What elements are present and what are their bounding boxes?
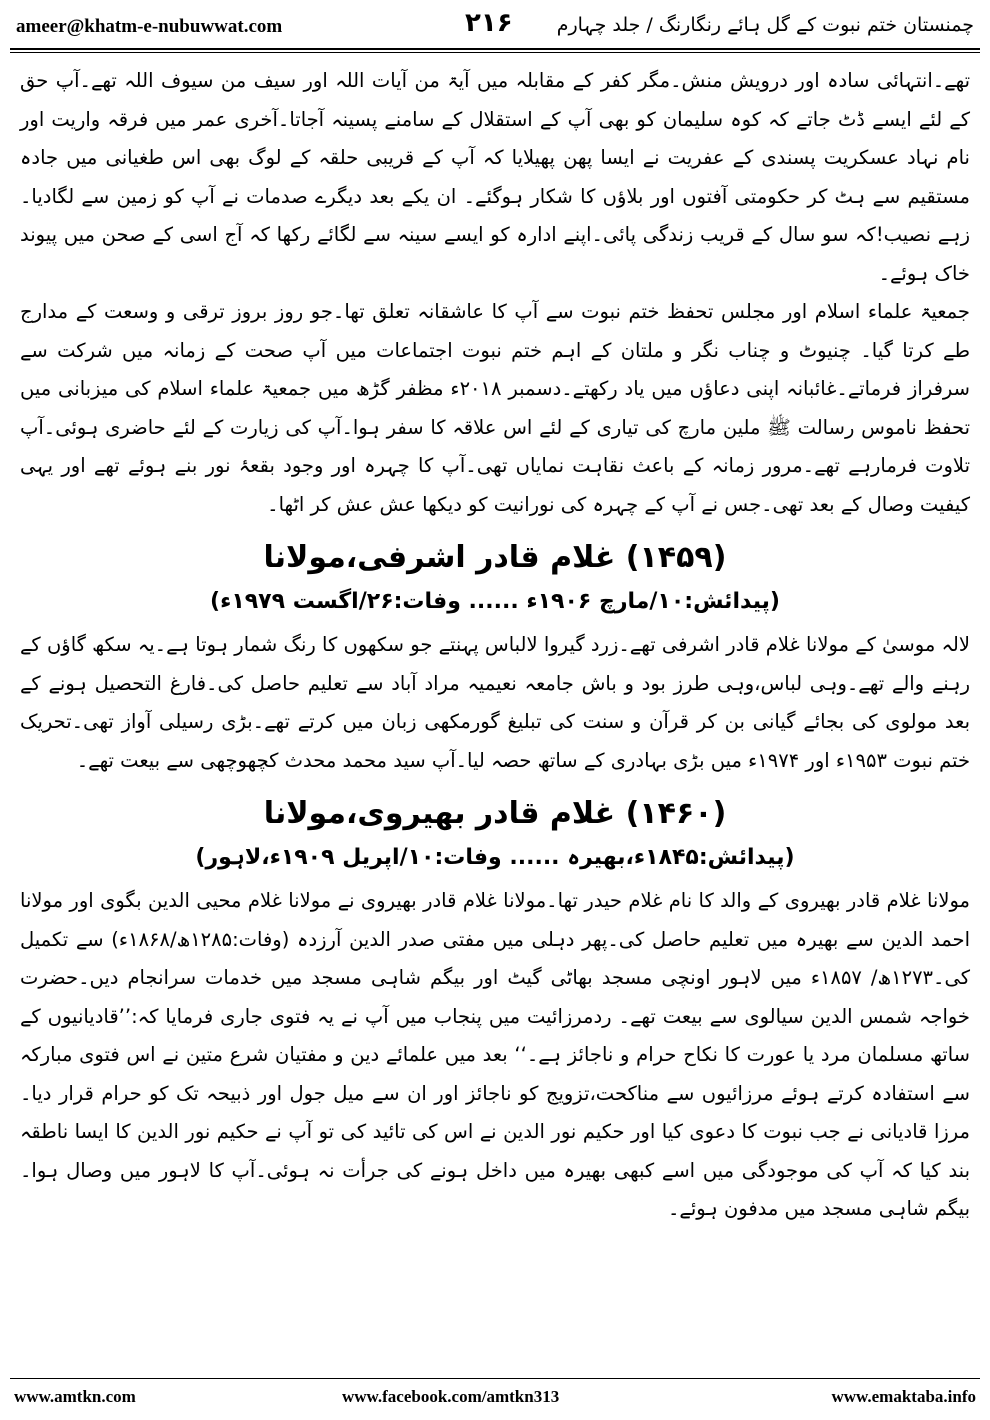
section-paragraph: لالہ موسیٰ کے مولانا غلام قادر اشرفی تھے۔زرد گیروا لالباس پہنتے جو سکھوں کا رنگ شمار ہوتا ہے۔یہ سکھ گاؤں کے رہنے والے تھے۔وہی لباس،وہی طرز بود و باش جامعہ نعیمیہ مراد آباد سے تعلیم حاصل کی۔فارغ التحصیل ہونے کے بعد مولوی کی بجائے گیانی بن کر قرآن و سنت کی تبلیغ گورمکھی زبان میں کرتے تھے۔بڑی رسیلی آواز تھی۔تحریک ختم نبوت ۱۹۵۳ء اور ۱۹۷۴ء میں بڑی بہادری کے ساتھ حصہ لیا۔آپ سید محمد محدث کچھوچھی سے بیعت تھے۔ [20,633,970,772]
section-dates: (پیدائش:۱۸۴۵ء،بھیرہ ...... وفات:۱۰/اپریل ۱۹۰۹ء،لاہور) [195,845,795,870]
page-number: ۲۱۶ [465,8,513,38]
footer-link-emaktaba[interactable]: www.emaktaba.info [831,1387,976,1406]
footer-link-facebook[interactable]: www.facebook.com/amtkn313 [342,1387,560,1406]
header-email: ameer@khatm-e-nubuwwat.com [16,16,283,37]
page-header [10,6,980,50]
header-rule-thin [10,52,980,53]
book-title: چمنستان ختم نبوت کے گل ہائے رنگارنگ / جلد چہارم [556,14,974,36]
page-body [20,62,970,1382]
section-paragraph: مولانا غلام قادر بھیروی کے والد کا نام غلام حیدر تھا۔مولانا غلام قادر بھیروی نے مولانا غلام محیی الدین بگوی اور مولانا احمد الدین سے بھیرہ میں تعلیم حاصل کی۔پھر دہلی میں مفتی صدر الدین آرزدہ (وفات:۱۲۸۵ھ/۱۸۶۸ء) سے تکمیل کی۔۱۲۷۳ھ/ ۱۸۵۷ء میں لاہور اونچی مسجد بھاٹی گیٹ اور بیگم شاہی مسجد میں خدمات سرانجام دیں۔حضرت خواجہ شمس الدین سیالوی سے بیعت تھے۔ ردمرزائیت میں پنجاب میں آپ نے یہ فتوی جاری فرمایا کہ:’’قادیانیوں کے ساتھ مسلمان مرد یا عورت کا نکاح حرام و ناجائز ہے۔‘‘ بعد میں علمائے دین و مفتیان شرع متین نے اس فتوی مبارکہ سے استفادہ کرتے ہوئے مرزائیوں سے مناکحت،تزویج کو ناجائز اور ان سے میل جول اور ذبیحہ تک کو حرام قرار دیا۔مرزا قادیانی نے جب نبوت کا دعوی کیا اور حکیم نور الدین نے اس کی تائید کی تو آپ نے حکیم نور الدین کا ایسا ناطقہ بند کیا کہ آپ کی موجودگی میں اسے کبھی بھیرہ میں داخل ہونے کی جرأت نہ ہوئی۔آپ کا لاہور میں وصال ہوا۔ بیگم شاہی مسجد میں مدفون ہوئے۔ [20,889,971,1220]
biography-section [20,534,970,780]
section-title: (۱۴۵۹) غلام قادر اشرفی،مولانا [263,540,727,575]
header-rule [10,48,980,50]
footer-link-amtkn[interactable]: www.amtkn.com [14,1387,136,1406]
page-footer [10,1378,980,1415]
section-title: (۱۴۶۰) غلام قادر بھیروی،مولانا [263,796,727,831]
section-dates: (پیدائش:۱۰/مارچ ۱۹۰۶ء ...... وفات:۲۶/اگست ۱۹۷۹ء) [210,589,780,614]
biography-section [20,790,970,1229]
intro-paragraph: جمعیۃ علماء اسلام اور مجلس تحفظ ختم نبوت سے آپ کا عاشقانہ تعلق تھا۔جو روز بروز ترقی و وسعت کے مدارج طے کرتا گیا۔ چنیوٹ و چناب نگر و ملتان کے اہم ختم نبوت اجتماعات میں آپ صحت کے زمانہ میں شرکت سے سرفراز فرماتے۔غائبانہ اپنی دعاؤں میں یاد رکھتے۔دسمبر ۲۰۱۸ء مظفر گڑھ میں جمعیۃ علماء اسلام کی میزبانی میں تحفظ ناموس رسالت ﷺ ملین مارچ کی تیاری کے لئے اس علاقہ کا سفر ہوا۔آپ کی زیارت کے لئے حاضری ہوئی۔آپ تلاوت فرمارہے تھے۔مرور زمانہ کے باعث نقاہت نمایاں تھی۔آپ کا چہرہ اور وجود بقعۂ نور بنے ہوئے تھے اور یہی کیفیت وصال کے بعد تھی۔جس نے آپ کے چہرہ کی نورانیت کو دیکھا عش عش کر اٹھا۔ [20,300,970,516]
intro-paragraph: تھے۔انتہائی سادہ اور درویش منش۔مگر کفر کے مقابلہ میں آیۃ من آیات اللہ اور سیف من سیوف اللہ تھے۔آپ حق کے لئے ایسے ڈٹ جاتے کہ کوہ سلیمان کو بھی آپ کے استقلال کے سامنے پسینہ آجاتا۔آخری عمر میں فرقہ واریت اور نام نہاد عسکریت پسندی کے عفریت نے ایسا پھن پھیلایا کہ آپ کے قریبی حلقہ کے لوگ بھی اس طغیانی میں جادہ مستقیم سے ہٹ کر حکومتی آفتوں اور بلاؤں کا شکار ہوگئے۔ ان یکے بعد دیگرے صدمات نے آپ کو زمین سے لگادیا۔زہے نصیب!کہ سو سال کے قریب زندگی پائی۔اپنے ادارہ کو ایسے سینہ سے لگائے رکھا کہ آج اسی کے صحن میں پیوند خاک ہوئے۔ [20,69,970,285]
